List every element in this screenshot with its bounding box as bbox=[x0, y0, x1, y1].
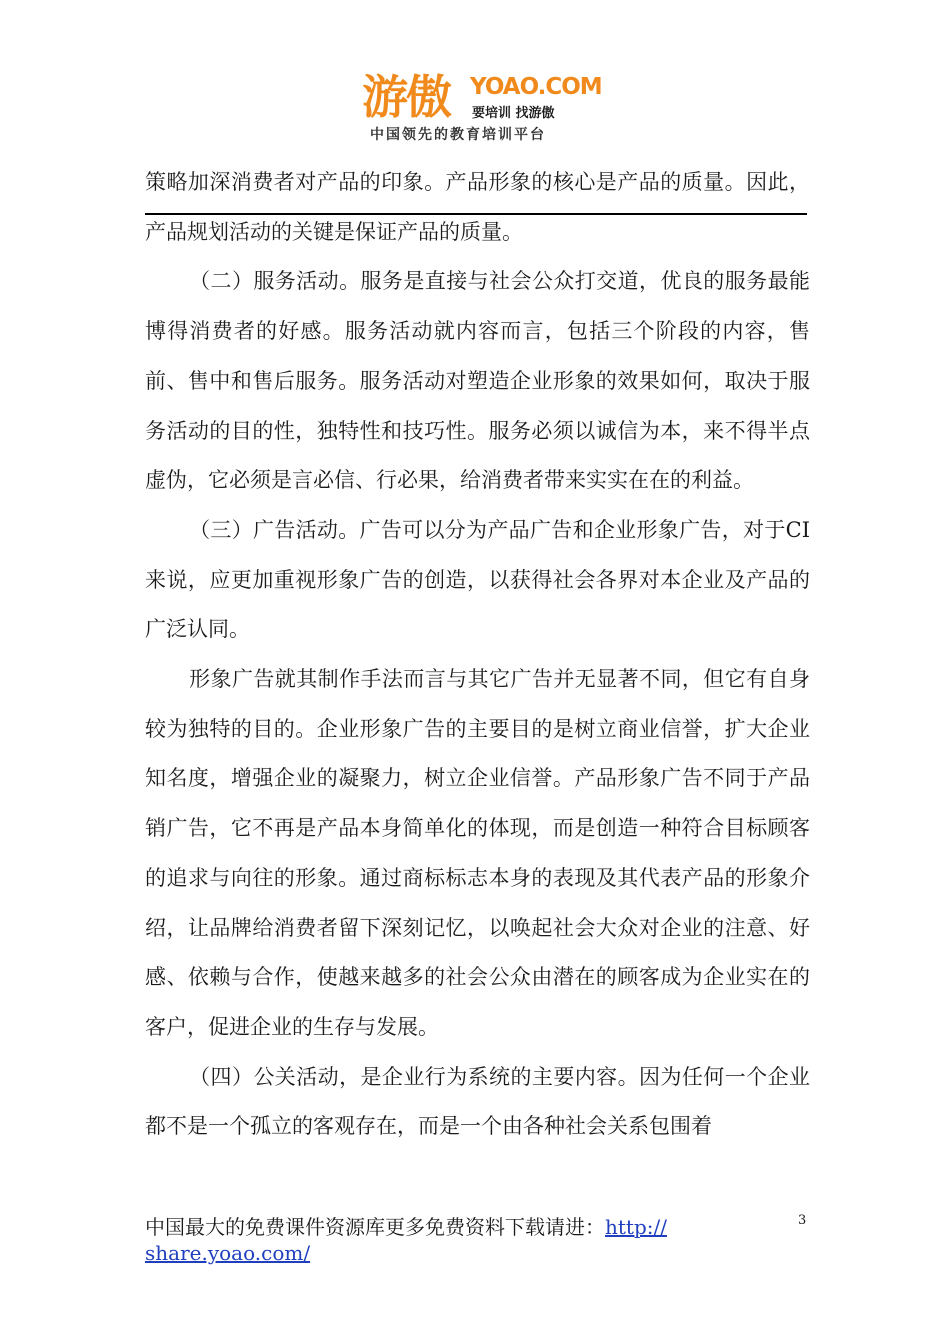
paragraph-continuation: 策略加深消费者对产品的印象。产品形象的核心是产品的质量。因此，产品规划活动的关键是保证产品的质量。 bbox=[145, 170, 810, 244]
logo-domain: YOAO.COM bbox=[470, 74, 602, 100]
paragraph-image-advertising: 形象广告就其制作手法而言与其它广告并无显著不同，但它有自身较为独特的目的。企业形象广告的主要目的是树立商业信誉，扩大企业知名度，增强企业的凝聚力，树立企业信誉。产品形象广告不同于产品销广告，它不再是产品本身简单化的体现，而是创造一种符合目标顾客的追求与向往的形象。通过商标标志本身的表现及其代表产品的形象介绍，让品牌给消费者留下深刻记忆，以唤起社会大众对企业的注意、好感、依赖与合作，使越来越多的社会公众由潜在的顾客成为企业实在的客户，促进企业的生存与发展。 bbox=[145, 667, 810, 1039]
page-header bbox=[0, 68, 950, 148]
page-number: 3 bbox=[798, 1213, 807, 1228]
document-body bbox=[145, 158, 810, 1152]
paragraph-advertising-activities: （三）广告活动。广告可以分为产品广告和企业形象广告，对于CI来说，应更加重视形象广告的创造，以获得社会各界对本企业及产品的广泛认同。 bbox=[145, 517, 810, 642]
yoao-logo: 游傲 bbox=[362, 70, 450, 124]
logo-slogan: 要培训 找游傲 bbox=[472, 106, 555, 121]
footer-link-part1[interactable]: http:// bbox=[605, 1215, 667, 1239]
paragraph-service-activities: （二）服务活动。服务是直接与社会公众打交道，优良的服务最能博得消费者的好感。服务活动就内容而言，包括三个阶段的内容，售前、售中和售后服务。服务活动对塑造企业形象的效果如何，取决于服务活动的目的性，独特性和技巧性。服务必须以诚信为本，来不得半点虚伪，它必须是言必信、行必果，给消费者带来实实在在的利益。 bbox=[145, 269, 810, 493]
footer-link-part2[interactable]: share.yoao.com/ bbox=[145, 1241, 311, 1265]
logo-tagline: 中国领先的教育培训平台 bbox=[370, 127, 546, 143]
footer-link-line bbox=[145, 1240, 815, 1266]
footer-text-line bbox=[145, 1214, 815, 1240]
paragraph-pr-activities: （四）公关活动，是企业行为系统的主要内容。因为任何一个企业都不是一个孤立的客观存在，而是一个由各种社会关系包围着 bbox=[145, 1064, 810, 1139]
footer-text: 中国最大的免费课件资源库更多免费资料下载请进： bbox=[145, 1215, 605, 1239]
page-footer bbox=[145, 1214, 815, 1266]
